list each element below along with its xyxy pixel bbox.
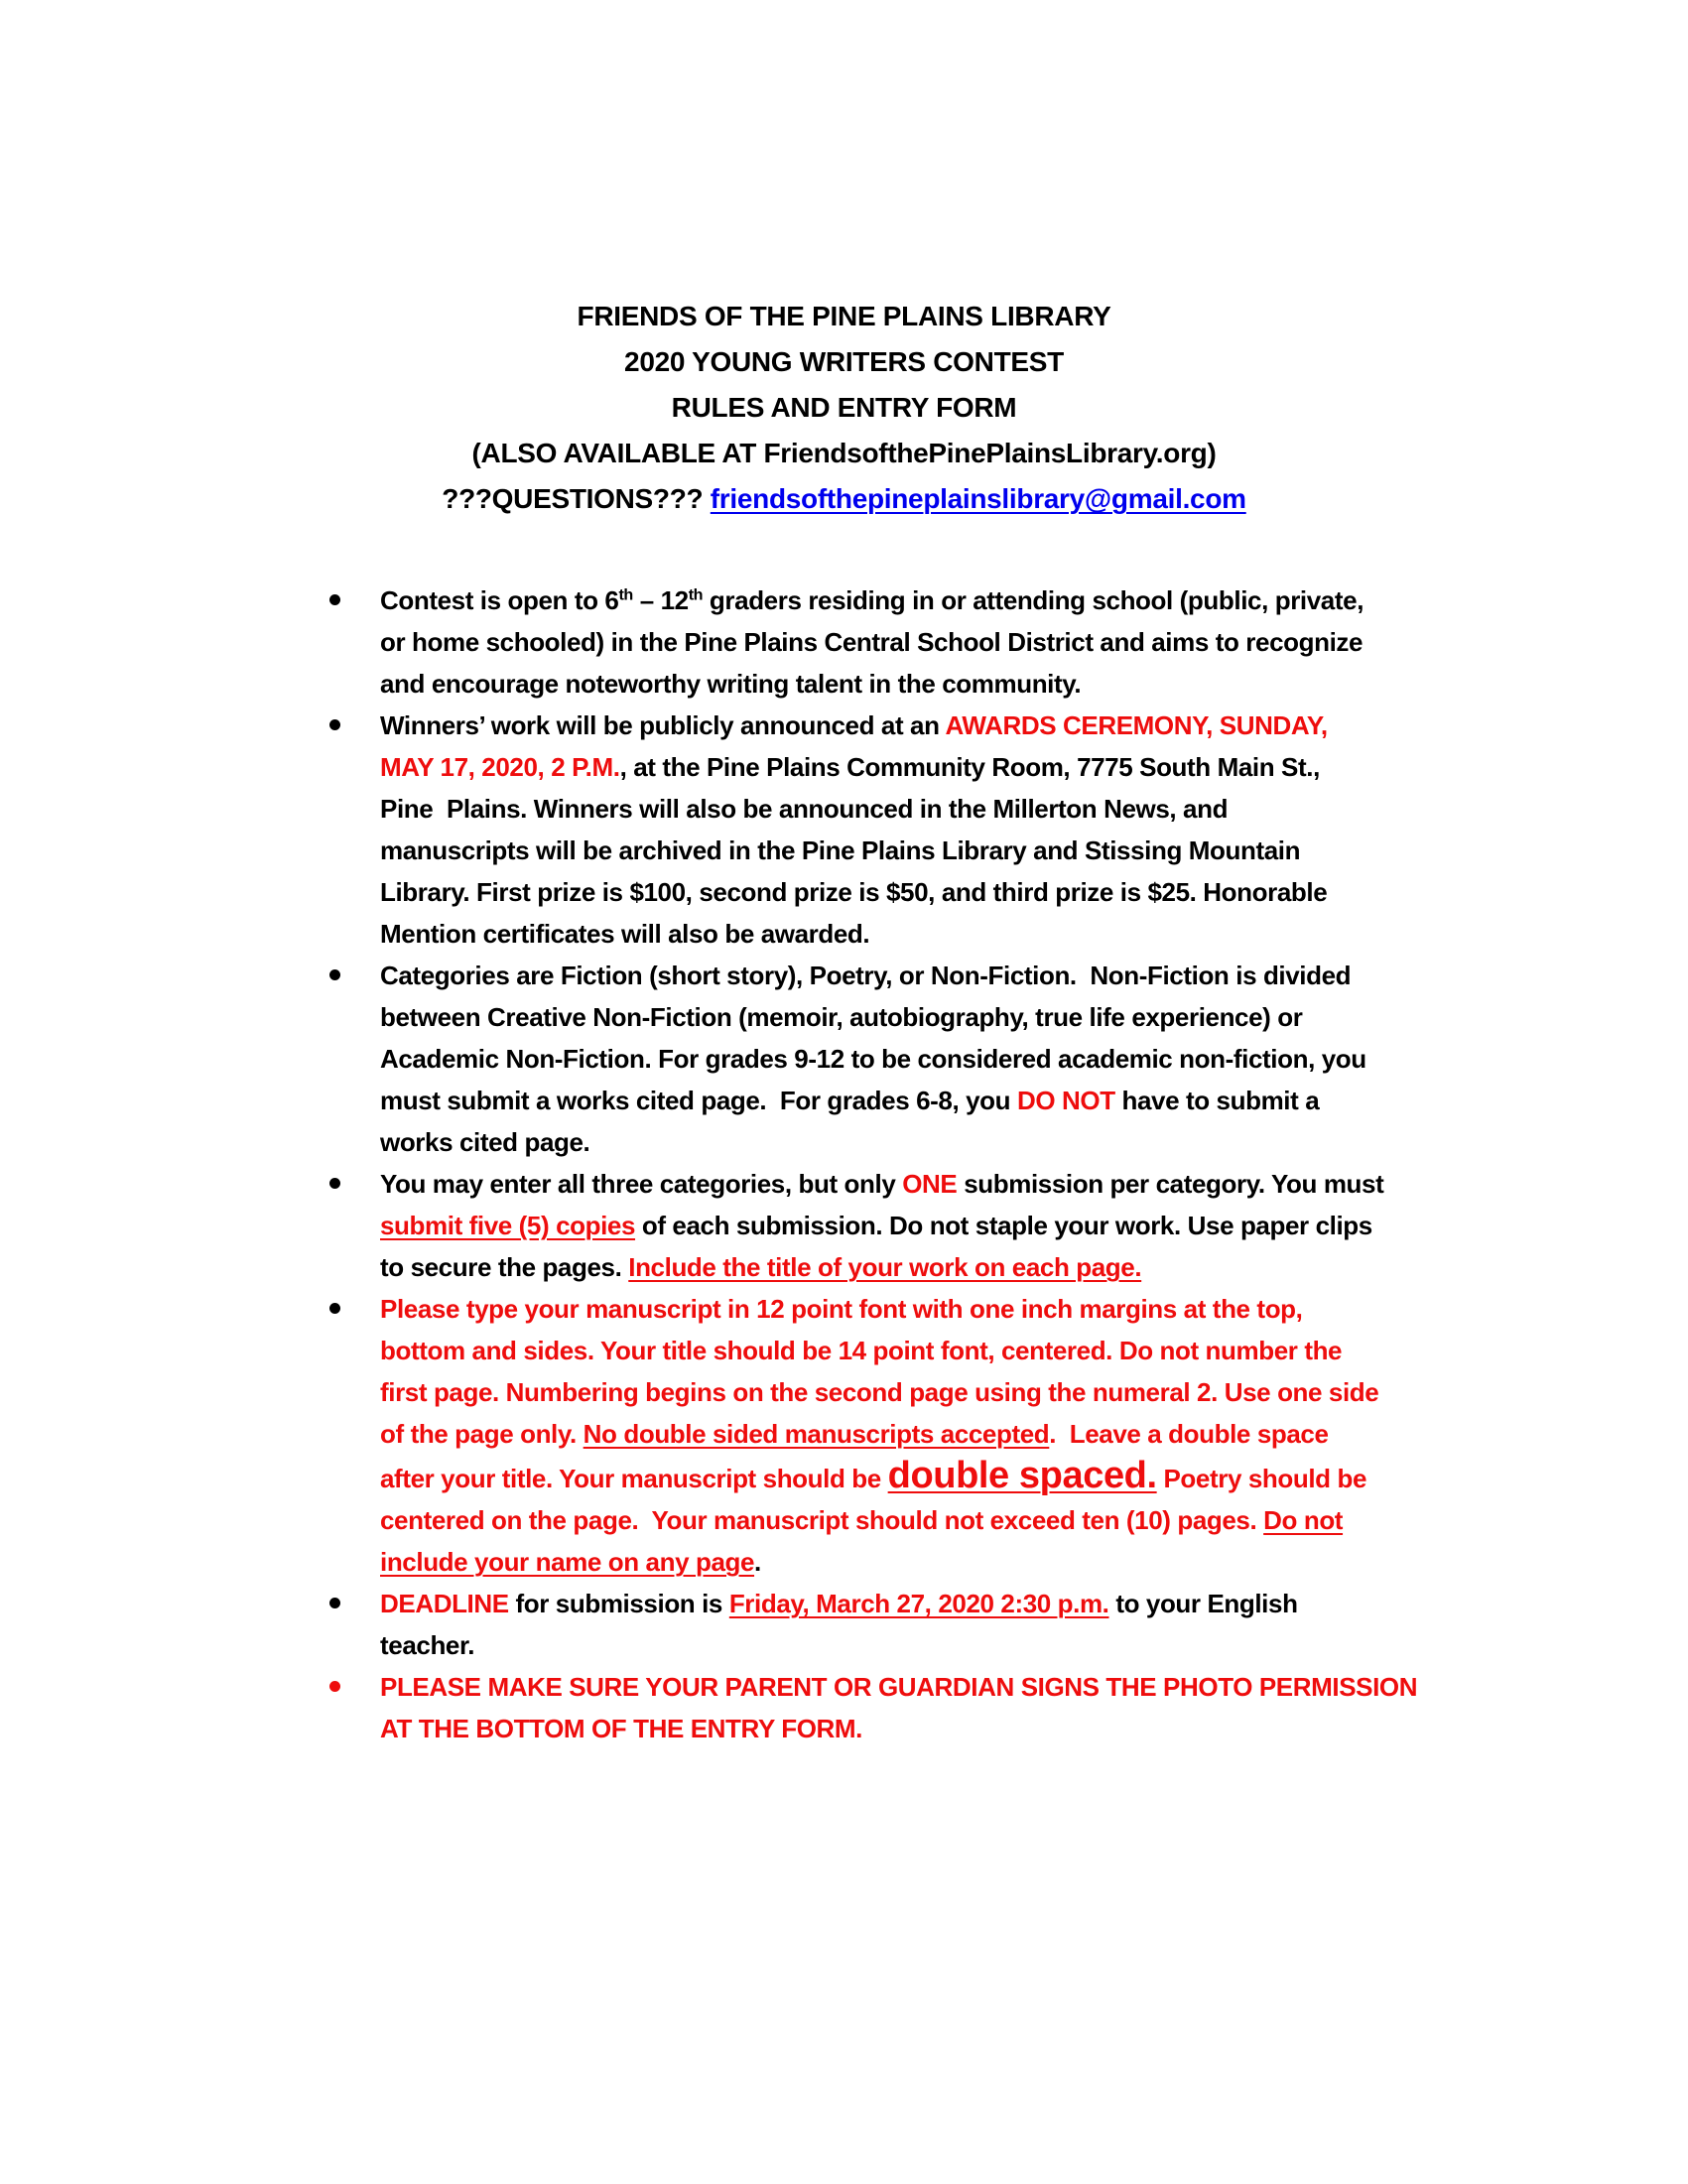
text-run: to your English [1108, 1589, 1298, 1618]
text-run: graders residing in or attending school (public, private, [703, 585, 1364, 615]
text-run: Friday, March 27, 2020 2:30 p.m. [728, 1589, 1109, 1618]
superscript-text: th [688, 585, 704, 604]
header-line-5 [0, 476, 1688, 522]
text-run: double spaced. [887, 1455, 1157, 1496]
bullet-dot [329, 594, 340, 605]
bullet-item-7 [0, 1666, 1688, 1749]
text-run: , at the Pine Plains Community Room, 7775 South Main St., [619, 752, 1320, 782]
bullet-text [380, 955, 1366, 1163]
bullet-text [380, 705, 1328, 955]
text-run: or home schooled) in the Pine Plains Central School District and aims to recognize [380, 627, 1363, 657]
bullet-dot [329, 1303, 340, 1314]
text-run: RULES AND ENTRY FORM [671, 392, 1017, 423]
text-run: . [754, 1547, 761, 1577]
text-run: between Creative Non-Fiction (memoir, autobiography, true life experience) or [380, 1002, 1303, 1032]
text-run: to secure the pages. [380, 1252, 629, 1282]
text-run: bottom and sides. Your title should be 14 point font, centered. Do not number the [380, 1336, 1343, 1365]
text-run: DO NOT [1016, 1086, 1115, 1115]
text-run: You may enter all three categories, but only [380, 1169, 903, 1199]
text-run: Categories are Fiction (short story), Poetry, or Non-Fiction. Non-Fiction is divided [380, 961, 1352, 990]
bullet-dot [329, 969, 340, 980]
bullet-dot [329, 1598, 340, 1608]
text-run: PLEASE MAKE SURE YOUR PARENT OR GUARDIAN SIGNS THE PHOTO PERMISSION [380, 1672, 1418, 1702]
text-run: works cited page. [380, 1127, 590, 1157]
text-run: Poetry should be [1156, 1464, 1366, 1493]
text-run: must submit a works cited page. For grades 6-8, you [380, 1086, 1017, 1115]
text-run: include your name on any page [380, 1547, 755, 1577]
text-run: ???QUESTIONS??? [442, 483, 711, 514]
bullet-dot [329, 1681, 340, 1692]
text-run: Include the title of your work on each page. [628, 1252, 1142, 1282]
header-line-3 [0, 385, 1688, 431]
text-run: after your title. Your manuscript should be [380, 1464, 888, 1493]
superscript-text: th [618, 585, 633, 604]
text-run: Mention certificates will also be awarded. [380, 919, 870, 949]
text-run: Winners’ work will be publicly announced at an [380, 710, 946, 740]
text-run: Do not [1263, 1505, 1344, 1535]
text-run: Academic Non-Fiction. For grades 9-12 to be considered academic non-fiction, you [380, 1044, 1366, 1074]
bullet-dot [329, 719, 340, 730]
text-run: ONE [902, 1169, 958, 1199]
header-line-2 [0, 339, 1688, 385]
text-run: manuscripts will be archived in the Pine Plains Library and Stissing Mountain [380, 835, 1301, 865]
bullet-text [380, 579, 1363, 705]
text-run: for submission is [508, 1589, 729, 1618]
text-run: Pine Plains. Winners will also be announced in the Millerton News, and [380, 794, 1229, 824]
text-run: MAY 17, 2020, 2 P.M. [380, 752, 620, 782]
text-run: Please type your manuscript in 12 point font with one inch margins at the top, [380, 1294, 1303, 1324]
bullet-text [380, 1666, 1417, 1749]
header [0, 0, 1688, 522]
bullet-item-6 [0, 1583, 1688, 1666]
bullet-text [380, 1583, 1298, 1666]
text-run: . Leave a double space [1049, 1419, 1329, 1449]
text-run: No double sided manuscripts accepted [583, 1419, 1050, 1449]
text-run: submission per category. You must [957, 1169, 1384, 1199]
text-run: – 12 [632, 585, 689, 615]
bullet-dot [329, 1178, 340, 1189]
text-run: of each submission. Do not staple your work. Use paper clips [635, 1211, 1372, 1240]
bullet-item-5 [0, 1288, 1688, 1583]
bullet-text [380, 1163, 1383, 1288]
text-run: Contest is open to 6 [380, 585, 619, 615]
bullet-item-3 [0, 955, 1688, 1163]
text-run: submit five (5) copies [380, 1211, 636, 1240]
text-run: teacher. [380, 1630, 475, 1660]
text-run: and encourage noteworthy writing talent in the community. [380, 669, 1082, 699]
bullet-list [0, 579, 1688, 1749]
text-run: FRIENDS OF THE PINE PLAINS LIBRARY [577, 301, 1111, 331]
text-run: first page. Numbering begins on the second page using the numeral 2. Use one side [380, 1377, 1379, 1407]
text-run: centered on the page. Your manuscript should not exceed ten (10) pages. [380, 1505, 1264, 1535]
text-run: DEADLINE [380, 1589, 509, 1618]
text-run: Library. First prize is $100, second prize is $50, and third prize is $25. Honorable [380, 877, 1328, 907]
text-run: AWARDS CEREMONY, SUNDAY, [945, 710, 1328, 740]
email-link[interactable]: friendsofthepineplainslibrary@gmail.com [710, 483, 1246, 514]
text-run: of the page only. [380, 1419, 584, 1449]
text-run: (ALSO AVAILABLE AT FriendsofthePinePlainsLibrary.org) [471, 438, 1217, 468]
bullet-item-4 [0, 1163, 1688, 1288]
text-run: 2020 YOUNG WRITERS CONTEST [624, 346, 1064, 377]
text-run: AT THE BOTTOM OF THE ENTRY FORM. [380, 1714, 862, 1743]
bullet-item-2 [0, 705, 1688, 955]
bullet-text [380, 1288, 1378, 1583]
header-line-4 [0, 431, 1688, 476]
text-run: have to submit a [1114, 1086, 1320, 1115]
header-line-1 [0, 294, 1688, 339]
bullet-item-1 [0, 579, 1688, 705]
